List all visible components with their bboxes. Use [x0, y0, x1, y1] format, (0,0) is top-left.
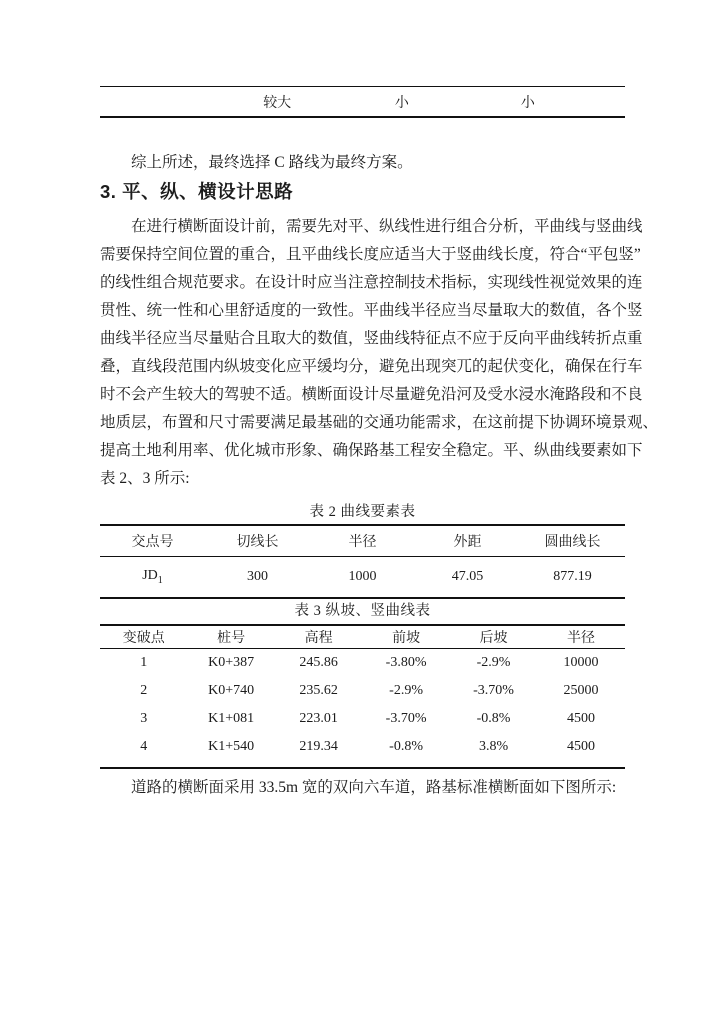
paragraph-line: 时不会产生较大的驾驶不适。横断面设计尽量避免沿河及受水浸水淹路段和不良 [100, 386, 643, 403]
table3-cell: 3.8% [478, 739, 509, 754]
table3-header-cell: 桩号 [217, 631, 246, 646]
table2 [100, 524, 625, 599]
table2-header-cell: 半径 [348, 535, 377, 550]
table3 [100, 624, 625, 769]
table3-cell: 10000 [563, 655, 599, 670]
table3-row [100, 733, 625, 761]
paragraph-line: 提高土地利用率、优化城市形象、确保路基工程安全稳定。平、纵曲线要素如下 [100, 442, 643, 459]
paragraph-line: 在进行横断面设计前，需要先对平、纵线性进行组合分析，平曲线与竖曲线 [131, 218, 643, 235]
table3-cell: 219.34 [299, 739, 338, 754]
table3-header-cell: 半径 [566, 631, 595, 646]
table2-header-cell: 外距 [453, 535, 482, 550]
table3-cell: -0.8% [389, 739, 423, 754]
table3-cell: K1+081 [208, 711, 255, 726]
table3-caption: 表 3 纵坡、竖曲线表 [294, 603, 431, 619]
table3-cell: 4 [140, 739, 148, 754]
table2-caption: 表 2 曲线要素表 [309, 504, 416, 520]
table2-header-cell: 交点号 [131, 535, 174, 550]
table3-cell: 1 [140, 655, 148, 670]
paragraph-line: 地质层，布置和尺寸需要满足最基础的交通功能需求，在这前提下协调环境景观、 [100, 414, 659, 431]
table3-cell: 4500 [566, 739, 595, 754]
table3-cell: 245.86 [299, 655, 338, 670]
table3-cell: 235.62 [299, 683, 338, 698]
table3-cell: 4500 [566, 711, 595, 726]
table3-row [100, 649, 625, 677]
table2-header-cell: 切线长 [236, 535, 279, 550]
carryover-cell: 较大 [263, 95, 292, 111]
table3-header-cell: 前坡 [392, 631, 421, 646]
table3-header-cell: 高程 [304, 631, 333, 646]
paragraph-line: 叠，直线段范围内纵坡变化应平缓均分，避免出现突兀的起伏变化，确保在行车 [100, 358, 643, 375]
table3-cell: -2.9% [476, 655, 511, 670]
section-heading: 3. 平、纵、横设计思路 [100, 181, 294, 202]
table3-row [100, 705, 625, 733]
table3-cell: -3.70% [473, 683, 514, 698]
jd-subscript: 1 [157, 574, 163, 586]
table2-cell: 877.19 [553, 569, 592, 584]
table3-cell: -0.8% [476, 711, 511, 726]
table3-cell: K1+540 [208, 739, 255, 754]
table3-cell: K0+740 [208, 683, 255, 698]
table2-header-cell: 圆曲线长 [544, 535, 601, 550]
jd-label: JD [142, 568, 158, 584]
paragraph-line: 曲线半径应当尽量贴合且取大的数值，竖曲线特征点不应于反向平曲线转折点重 [100, 330, 643, 347]
carryover-cell: 小 [394, 95, 409, 111]
table2-cell-jd [100, 568, 205, 586]
carryover-table-row [100, 87, 625, 116]
table3-header-row [100, 626, 625, 649]
table2-cell: 47.05 [451, 569, 484, 584]
paragraph-line: 贯性、统一性和心里舒适度的一致性。平曲线半径应当尽量取大的数值，各个竖 [100, 302, 643, 319]
carryover-cell: 小 [520, 95, 535, 111]
table3-header-cell: 变破点 [122, 631, 165, 646]
table3-cell: K0+387 [208, 655, 255, 670]
table2-header-row [100, 526, 625, 557]
table2-cell: 1000 [348, 569, 377, 584]
body-paragraph [100, 213, 659, 493]
table3-row [100, 677, 625, 705]
table3-cell: 2 [140, 683, 148, 698]
table2-cell: 300 [247, 569, 268, 584]
table3-cell: 25000 [563, 683, 599, 698]
paragraph-line: 需要保持空间位置的重合，且平曲线长度应适当大于竖曲线长度，符合“平包竖” [100, 246, 641, 263]
table3-cell: 223.01 [299, 711, 338, 726]
closing-paragraph: 道路的横断面采用 33.5m 宽的双向六车道，路基标准横断面如下图所示: [131, 779, 617, 796]
table3-cell: -3.80% [385, 655, 427, 670]
table3-header-cell: 后坡 [479, 631, 508, 646]
table3-cell: -2.9% [389, 683, 423, 698]
table3-cell: 3 [140, 711, 148, 726]
paragraph-line: 的线性组合规范要求。在设计时应当注意控制技术指标，实现线性视觉效果的连 [100, 274, 643, 291]
paragraph-line: 表 2、3 所示: [100, 470, 190, 487]
table3-cell: -3.70% [385, 711, 427, 726]
carryover-table [100, 86, 625, 118]
conclusion-paragraph: 综上所述，最终选择 C 路线为最终方案。 [131, 154, 413, 171]
table2-data-row [100, 557, 625, 597]
